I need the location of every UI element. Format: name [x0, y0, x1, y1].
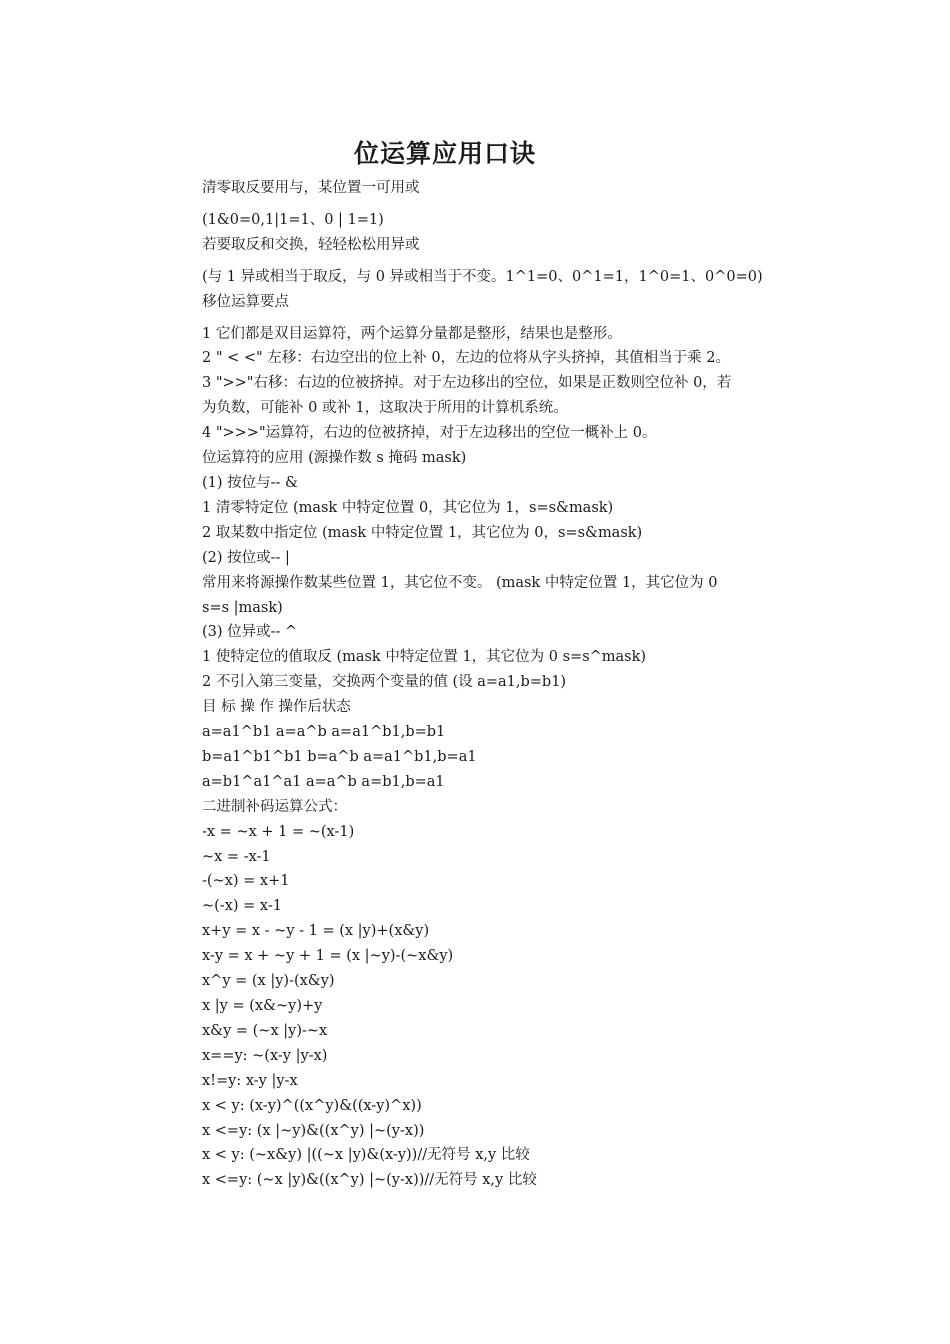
text-line: (与 1 异或相当于取反，与 0 异或相当于不变。1^1=0、0^1=1，1^0=1、0^0=0) [202, 268, 763, 285]
text-line: 为负数，可能补 0 或补 1，这取决于所用的计算机系统。 [202, 400, 568, 417]
text-line: 1 它们都是双目运算符，两个运算分量都是整形，结果也是整形。 [202, 325, 622, 342]
text-line: 2 取某数中指定位 (mask 中特定位置 1，其它位为 0，s=s&mask) [202, 524, 643, 541]
paragraph-spacer [202, 258, 812, 265]
text-line: 2 " < <" 左移：右边空出的位上补 0，左边的位将从字头挤掉，其值相当于乘 2。 [202, 350, 730, 367]
text-line: 4 ">>>"运算符，右边的位被挤掉，对于左边移出的空位一概补上 0。 [202, 425, 657, 442]
text-line: (3) 位异或-- ^ [202, 624, 298, 641]
text-line: 1 清零特定位 (mask 中特定位置 0，其它位为 1，s=s&mask) [202, 499, 614, 516]
text-line: 移位运算要点 [202, 293, 289, 310]
text-line: 位运算符的应用 (源操作数 s 掩码 mask) [202, 450, 467, 467]
text-line: (1) 按位与-- & [202, 474, 298, 491]
text-line: x < y: (x-y)^((x^y)&((x-y)^x)) [202, 1097, 422, 1114]
text-line: b=a1^b1^b1 b=a^b a=a1^b1,b=a1 [202, 748, 477, 765]
text-line: 若要取反和交换，轻轻松松用异或 [202, 236, 420, 253]
text-line: (1&0=0,1|1=1、0 | 1=1) [202, 211, 384, 228]
text-line: x < y: (~x&y) |((~x |y)&(x-y))//无符号 x,y 比较 [202, 1147, 530, 1164]
text-line: x-y = x + ~y + 1 = (x |~y)-(~x&y) [202, 948, 454, 965]
text-line: 3 ">>"右移：右边的位被挤掉。对于左边移出的空位，如果是正数则空位补 0，若 [202, 375, 732, 392]
text-line: ~x = -x-1 [202, 848, 271, 865]
text-line: 2 不引入第三变量，交换两个变量的值 (设 a=a1,b=b1) [202, 674, 567, 691]
text-line: x!=y: x-y |y-x [202, 1072, 298, 1089]
text-line: x <=y: (x |~y)&((x^y) |~(y-x)) [202, 1122, 425, 1139]
text-line: -x = ~x + 1 = ~(x-1) [202, 823, 355, 840]
text-line: a=b1^a1^a1 a=a^b a=b1,b=a1 [202, 773, 445, 790]
text-line: x+y = x - ~y - 1 = (x |y)+(x&y) [202, 923, 430, 940]
text-line: 清零取反要用与，某位置一可用或 [202, 180, 420, 196]
document-title: 位运算应用口诀 [353, 139, 536, 168]
paragraph-spacer [202, 315, 812, 322]
text-line: a=a1^b1 a=a^b a=a1^b1,b=b1 [202, 724, 446, 741]
text-line: 目 标 操 作 操作后状态 [202, 699, 351, 716]
text-line: x==y: ~(x-y |y-x) [202, 1047, 328, 1064]
text-line: x&y = (~x |y)-~x [202, 1022, 328, 1039]
text-line: x <=y: (~x |y)&((x^y) |~(y-x))//无符号 x,y 比较 [202, 1172, 537, 1189]
text-line: 常用来将源操作数某些位置 1，其它位不变。 (mask 中特定位置 1，其它位为 0 [202, 574, 718, 591]
paragraph-spacer [202, 201, 812, 208]
text-line: 二进制补码运算公式： [202, 798, 347, 815]
text-line: 1 使特定位的值取反 (mask 中特定位置 1，其它位为 0 s=s^mask) [202, 649, 647, 666]
text-line: (2) 按位或-- | [202, 549, 290, 566]
text-line: s=s |mask) [202, 599, 283, 616]
text-line: ~(-x) = x-1 [202, 898, 282, 915]
text-line: x |y = (x&~y)+y [202, 998, 323, 1014]
text-line: -(~x) = x+1 [202, 873, 290, 890]
document-body [202, 176, 812, 1193]
text-line: x^y = (x |y)-(x&y) [202, 973, 335, 990]
